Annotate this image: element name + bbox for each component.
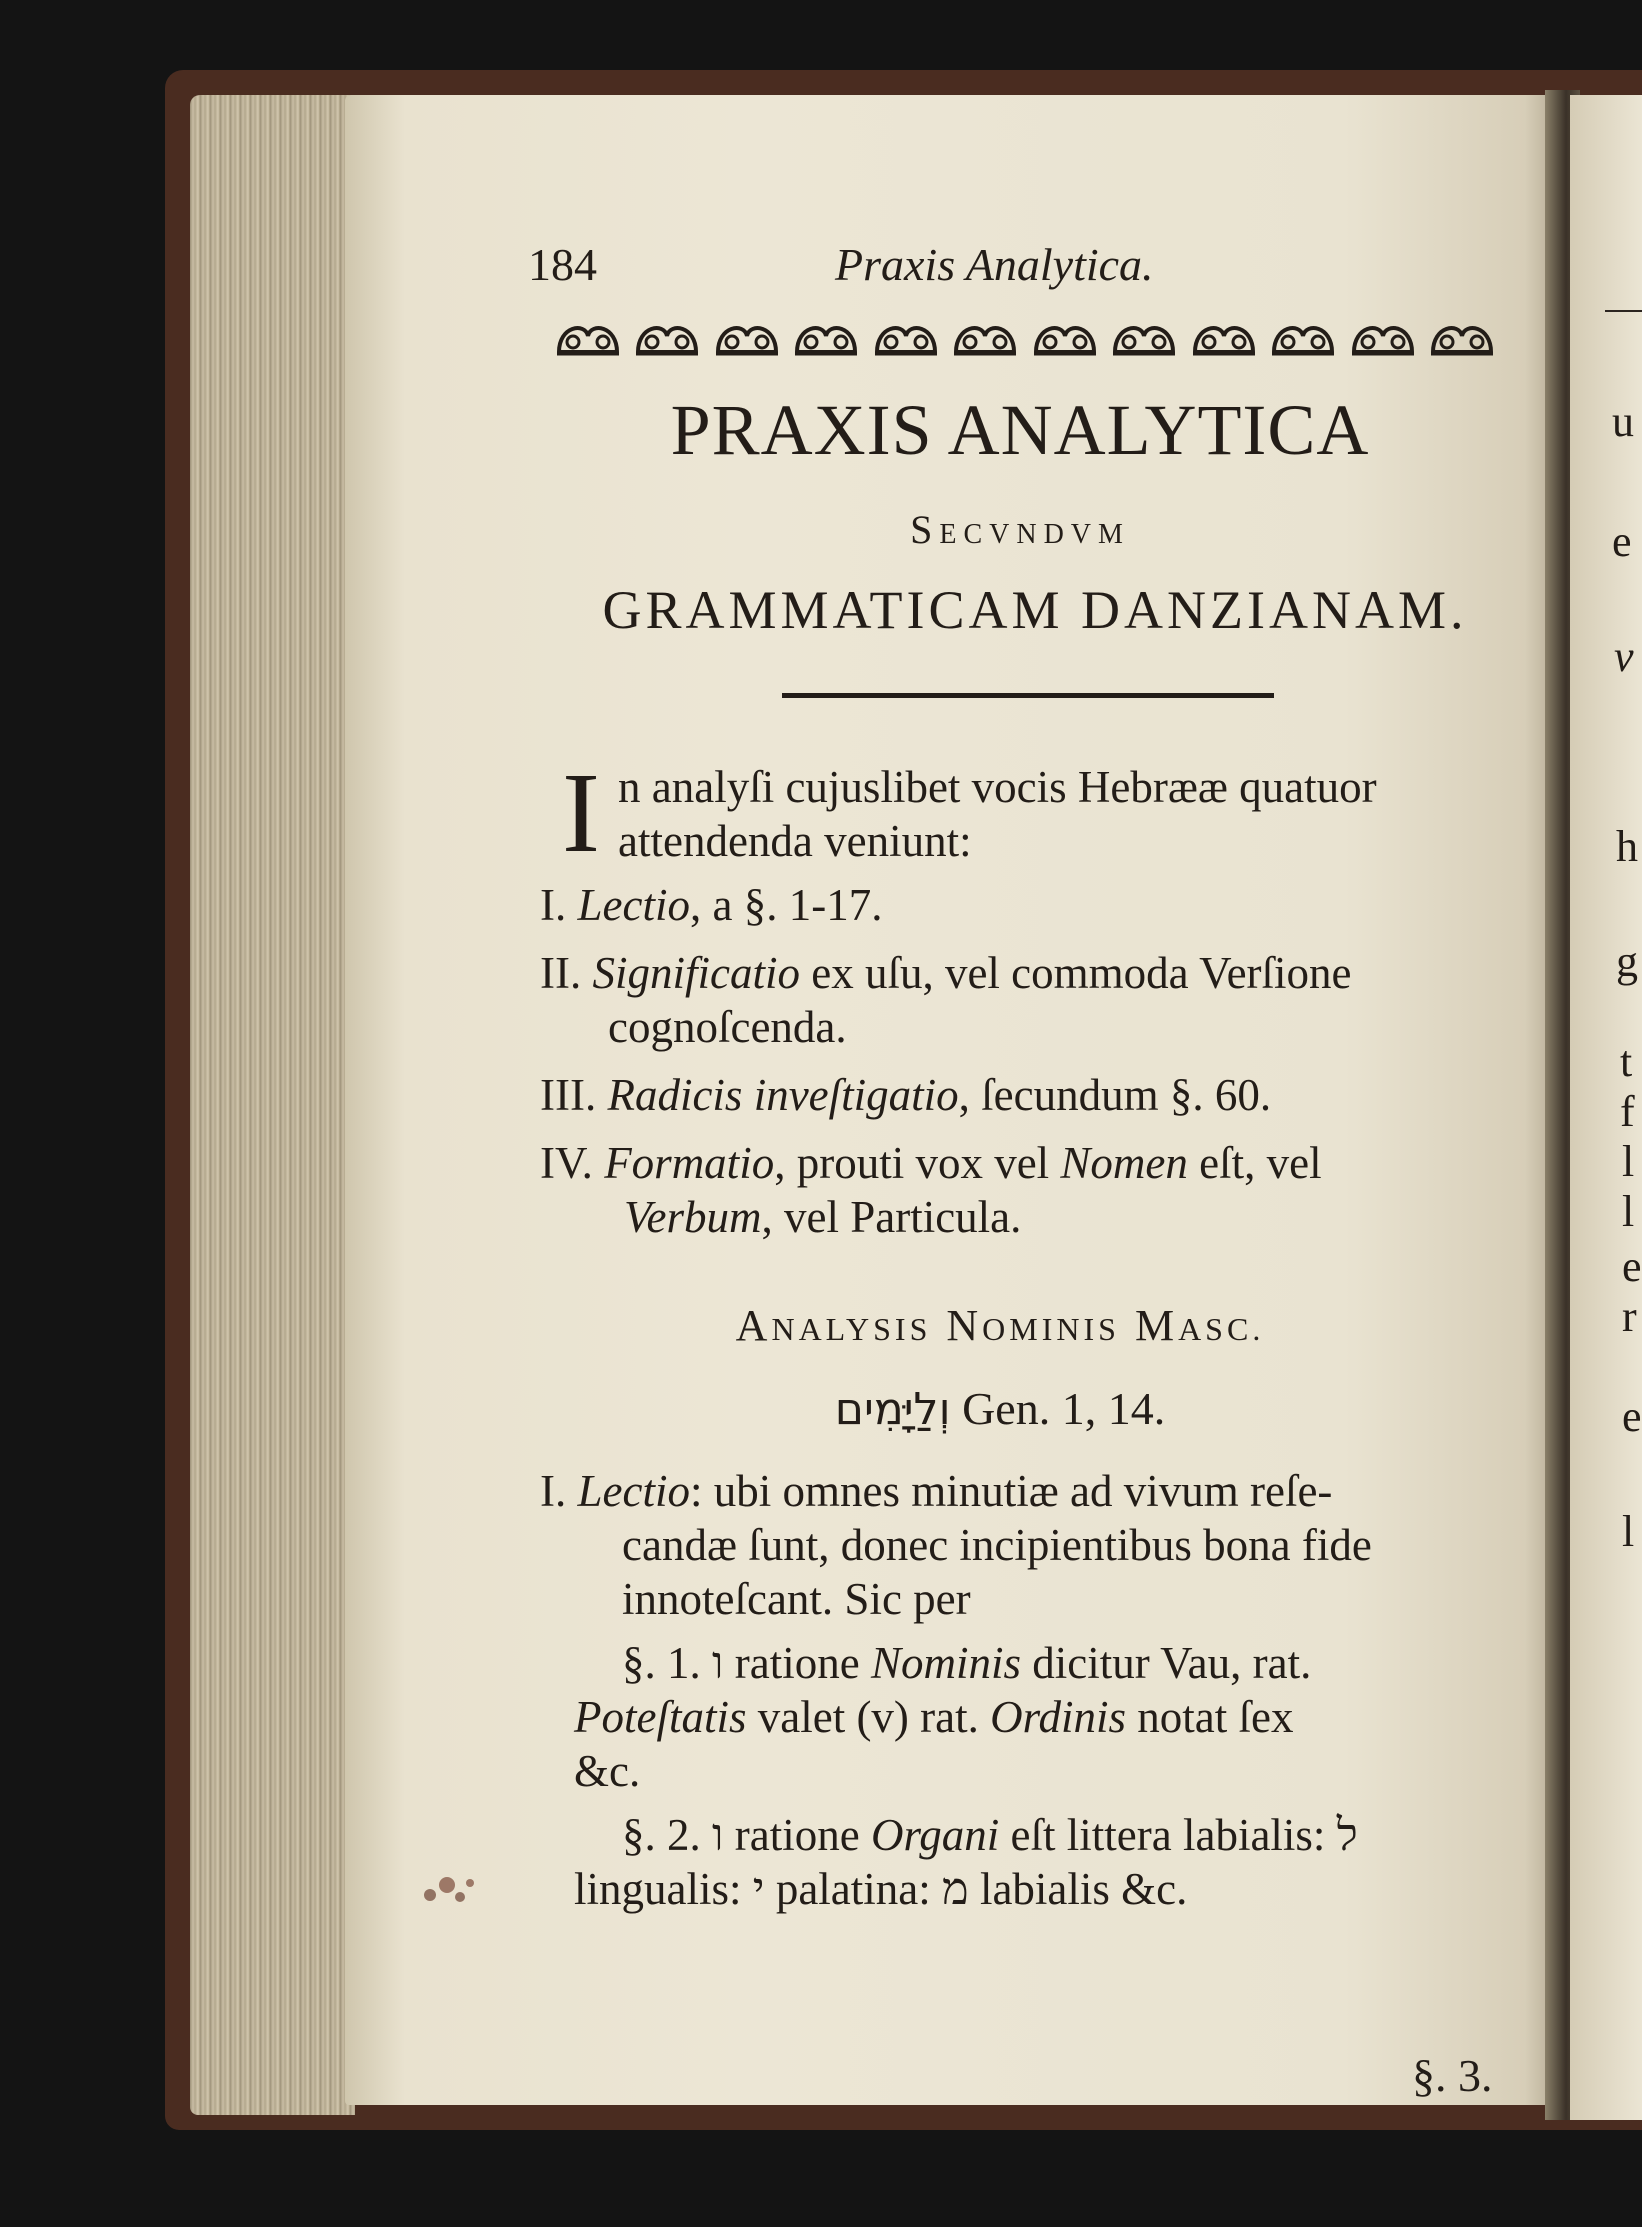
facing-page-fragment: e (1622, 1392, 1642, 1441)
drop-cap: I (562, 749, 600, 876)
catchword: §. 3. (1412, 2050, 1493, 2101)
subtitle (520, 500, 1520, 565)
facing-page-fragment: l (1622, 1137, 1635, 1186)
item-term: Formatio (604, 1138, 775, 1188)
item-text: , ſecundum §. 60. (958, 1070, 1272, 1120)
example-line (500, 1376, 1500, 1443)
page-edges (190, 95, 355, 2115)
facing-page-fragment: g (1616, 937, 1638, 986)
item-term: Lectio (577, 880, 690, 930)
list-item-significatio-continued: cognoſcenda. (608, 1002, 847, 1052)
ink-blot-mark (415, 1865, 485, 1915)
ornament-unit (714, 318, 780, 358)
item-term: Nomen (1060, 1138, 1188, 1188)
facing-page-fragment: f (1620, 1087, 1635, 1136)
ornament-unit (1111, 318, 1177, 358)
facing-page-fragment: e (1612, 517, 1632, 566)
item-text: : ubi omnes minutiæ ad vivum reſe- (689, 1466, 1333, 1516)
ornament-unit (793, 318, 859, 358)
facing-page-fragment: e (1622, 1242, 1642, 1291)
ornament-unit (1429, 318, 1495, 358)
list-item-significatio (540, 946, 1505, 1000)
item-number: I. (540, 880, 567, 930)
ornament-unit (1350, 318, 1416, 358)
paragraph-text: notat ſex (1126, 1692, 1294, 1742)
section-1-line-1 (622, 1636, 1507, 1690)
paragraph-text: dicitur Vau, rat. (1020, 1638, 1312, 1688)
section-initial: A (735, 1301, 772, 1350)
lectio-line-2: candæ ſunt, donec incipientibus bona fide (622, 1520, 1372, 1570)
section-small-caps: OMINIS (982, 1311, 1120, 1347)
section-1-line-2 (574, 1690, 1509, 1744)
list-item-radicis (540, 1068, 1505, 1122)
scripture-reference: Gen. 1, 14. (962, 1383, 1166, 1434)
ornament-unit (1032, 318, 1098, 358)
item-number: IV. (540, 1138, 593, 1188)
item-text: ex uſu, vel commoda Verſione (799, 948, 1352, 998)
item-text: , vel Particula. (761, 1192, 1022, 1242)
hebrew-word: וְלַיָּמִים (834, 1384, 951, 1435)
item-number: II. (540, 948, 582, 998)
facing-page-fragment: r (1622, 1292, 1637, 1341)
item-term: Verbum (624, 1192, 762, 1242)
item-term: Lectio (577, 1466, 690, 1516)
facing-page-fragment: u (1612, 397, 1634, 446)
italic-term: Nominis (870, 1638, 1021, 1688)
intro-line-1: n analyſi cujuslibet vocis Hebrææ quatuor (618, 762, 1377, 812)
italic-term: Poteſtatis (574, 1692, 747, 1742)
item-number: III. (540, 1070, 597, 1120)
item-text: , prouti vox vel (774, 1138, 1061, 1188)
section-small-caps: NALYSIS (771, 1311, 932, 1347)
page-number: 184 (528, 239, 597, 290)
section-heading (500, 1296, 1500, 1359)
ornament-unit (952, 318, 1018, 358)
ornament-band (555, 312, 1495, 364)
ornament-unit (634, 318, 700, 358)
list-item-lectio (540, 878, 1505, 932)
section-small-caps: ASC. (1178, 1311, 1265, 1347)
title-rule (782, 693, 1274, 698)
paragraph-text: §. 2. ו ratione (622, 1810, 871, 1860)
italic-term: Ordinis (990, 1692, 1126, 1742)
running-title: Praxis Analytica. (835, 239, 1154, 290)
lectio-line-3: innoteſcant. Sic per (622, 1574, 971, 1624)
facing-page-rule (1605, 310, 1642, 312)
main-title: PRAXIS ANALYTICA (670, 390, 1370, 470)
paragraph-text: eſt littera labialis: ל (999, 1810, 1358, 1860)
item-number: I. (540, 1466, 567, 1516)
section-2-line-1 (622, 1808, 1507, 1862)
lectio-line-1 (540, 1464, 1505, 1518)
item-text: , a §. 1-17. (689, 880, 883, 930)
intro-line-2: attendenda veniunt: (618, 816, 972, 866)
subtitle-small-caps: ECVNDVM (939, 519, 1130, 550)
title-line-2: GRAMMATICAM DANZIANAM. (602, 580, 1468, 640)
item-term: Radicis inveſtigatio (607, 1070, 959, 1120)
item-term: Significatio (592, 948, 800, 998)
ornament-unit (1191, 318, 1257, 358)
ornament-unit (873, 318, 939, 358)
list-item-formatio (540, 1136, 1505, 1190)
subtitle-initial: S (910, 507, 940, 552)
paragraph-text: §. 1. ו ratione (622, 1638, 871, 1688)
section-initial: N (946, 1301, 983, 1350)
facing-page-fragment: v (1614, 632, 1634, 681)
facing-page-fragment: h (1616, 822, 1638, 871)
paragraph-text: valet (v) rat. (746, 1692, 991, 1742)
section-1-line-3: &c. (574, 1746, 641, 1796)
facing-page-fragment: l (1622, 1187, 1635, 1236)
ornament-unit (555, 318, 621, 358)
ornament-unit (1270, 318, 1336, 358)
list-item-formatio-continued (624, 1190, 1504, 1244)
section-2-line-2: lingualis: י palatina: מ labialis &c. (574, 1864, 1188, 1914)
section-initial: M (1134, 1301, 1179, 1350)
italic-term: Organi (870, 1810, 1000, 1860)
facing-page-fragment: l (1622, 1507, 1635, 1556)
item-text: eſt, vel (1187, 1138, 1322, 1188)
facing-page-fragment: t (1620, 1037, 1633, 1086)
